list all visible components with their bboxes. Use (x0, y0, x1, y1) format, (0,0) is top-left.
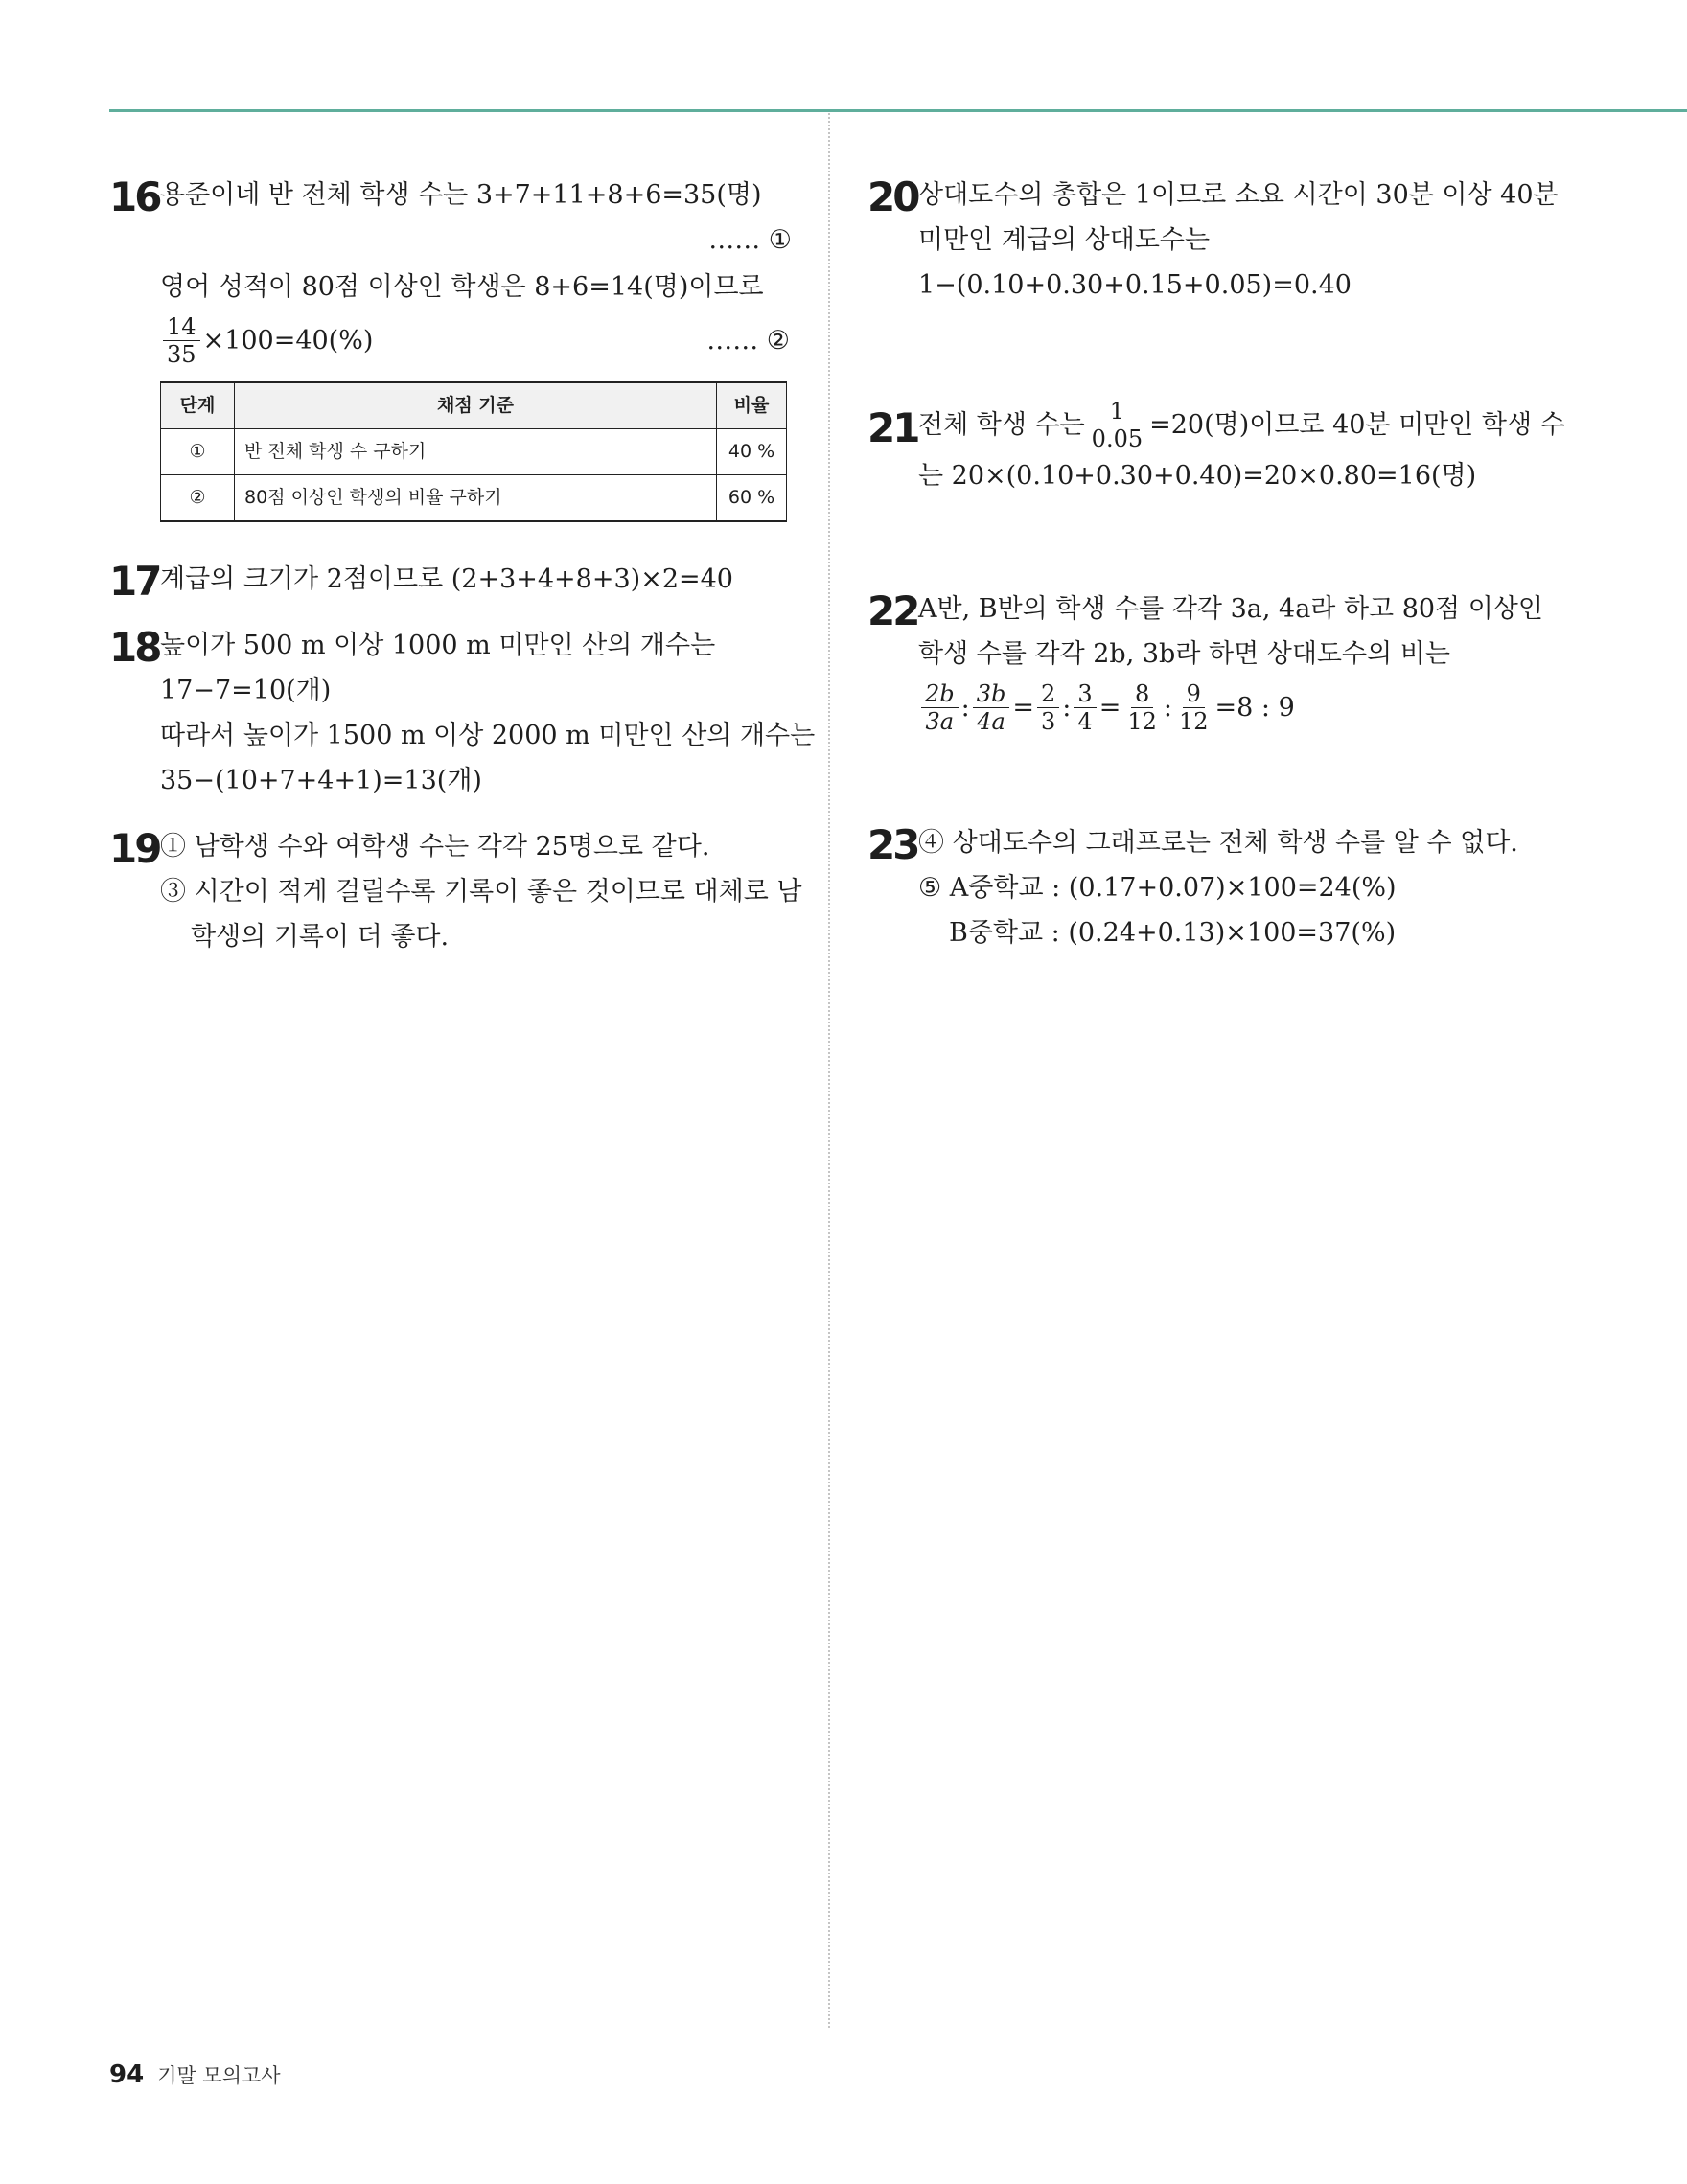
top-rule (109, 109, 1687, 112)
solution-line: ④ 상대도수의 그래프로는 전체 학생 수를 알 수 없다. (918, 828, 1518, 858)
fraction-denominator: 3 (1041, 707, 1056, 735)
fraction-numerator: 2b (921, 680, 959, 708)
problem-20 (867, 172, 1558, 308)
equation-text: 전체 학생 수는 (918, 409, 1085, 440)
fraction-numerator: 2 (1037, 680, 1059, 708)
step-marker (160, 218, 792, 263)
solution-line: B중학교 : (0.24+0.13)×100=37(%) (949, 918, 1397, 948)
table-cell: ① (189, 441, 206, 462)
page-number: 94 (109, 2060, 145, 2089)
operator: : (960, 692, 970, 723)
fraction-numerator: 1 (1106, 398, 1128, 425)
right-column (867, 172, 1565, 955)
operator: : (1062, 692, 1072, 723)
left-column (109, 172, 816, 959)
solution-line: 미만인 계급의 상대도수는 (918, 225, 1211, 255)
solution-line: 35−(10+7+4+1)=13(개) (160, 766, 482, 795)
solution-line: 계급의 크기가 2점이므로 (2+3+4+8+3)×2=40 (160, 564, 733, 594)
operator: = (1098, 692, 1121, 723)
fraction-denominator: 12 (1127, 707, 1157, 735)
fraction-denominator: 0.05 (1091, 425, 1144, 452)
problem-19 (109, 824, 802, 959)
problem-23 (867, 820, 1558, 955)
table-cell: 80점 이상인 학생의 비율 구하기 (235, 475, 717, 522)
table-cell: 반 전체 학생 수 구하기 (235, 429, 717, 475)
fraction (973, 680, 1010, 735)
fraction-denominator: 4 (1077, 707, 1093, 735)
fraction-numerator: 8 (1131, 680, 1153, 708)
solution-line: 따라서 높이가 1500 m 이상 2000 m 미만인 산의 개수는 (160, 721, 816, 750)
solution-line: 학생의 기록이 더 좋다. (191, 922, 450, 952)
problem-18 (109, 623, 816, 803)
solution-line: ⑤ A중학교 : (0.17+0.07)×100=24(%) (918, 873, 1397, 903)
fraction (1074, 680, 1096, 735)
problem-17 (109, 557, 790, 605)
page-footer (109, 2060, 281, 2089)
fraction-numerator: 3 (1074, 680, 1096, 708)
step-marker-1: …… ① (708, 225, 792, 255)
step-marker-2: …… ② (706, 326, 790, 356)
problem-number: 21 (867, 404, 918, 451)
solution-line: ③ 시간이 적게 걸릴수록 기록이 좋은 것이므로 대체로 남 (160, 877, 802, 907)
solution-line: 영어 성적이 80점 이상인 학생은 8+6=14(명)이므로 (160, 272, 764, 302)
fraction-numerator: 3b (973, 680, 1010, 708)
operator: : (1163, 692, 1172, 723)
problem-number: 16 (109, 173, 160, 220)
fraction (1037, 680, 1059, 735)
table-row (161, 429, 787, 475)
solution-line: 높이가 500 m 이상 1000 m 미만인 산의 개수는 (160, 631, 716, 660)
fraction (163, 313, 200, 368)
fraction-numerator: 9 (1183, 680, 1205, 708)
page-title: 기말 모의고사 (157, 2064, 281, 2087)
solution-line: 학생 수를 각각 2b, 3b라 하면 상대도수의 비는 (918, 639, 1450, 669)
fraction-numerator: 14 (163, 313, 200, 341)
grading-table (160, 381, 787, 522)
ratio-equation (918, 677, 1558, 738)
table-row (161, 475, 787, 522)
solution-line: A반, B반의 학생 수를 각각 3a, 4a라 하고 80점 이상인 (918, 594, 1543, 624)
table-cell: 60 % (717, 475, 787, 522)
header-step: 단계 (161, 382, 235, 429)
header-criteria: 채점 기준 (235, 382, 717, 429)
solution-line: 는 20×(0.10+0.30+0.40)=20×0.80=16(명) (918, 461, 1477, 491)
problem-number: 20 (867, 173, 918, 220)
problem-22 (867, 586, 1558, 738)
equation-text: =20(명)이므로 40분 미만인 학생 수 (1149, 409, 1565, 440)
problem-21 (867, 396, 1565, 498)
solution-line: ① 남학생 수와 여학생 수는 각각 25명으로 같다. (160, 832, 710, 862)
fraction (921, 680, 959, 735)
fraction (1175, 680, 1213, 735)
problem-number: 22 (867, 587, 918, 634)
solution-line: 용준이네 반 전체 학생 수는 3+7+11+8+6=35(명) (160, 180, 762, 210)
solution-line: 상대도수의 총합은 1이므로 소요 시간이 30분 이상 40분 (918, 180, 1559, 210)
fraction-denominator: 35 (167, 341, 196, 368)
problem-16 (109, 172, 790, 522)
solution-line: 17−7=10(개) (160, 676, 332, 705)
equation-text: ×100=40(%) (202, 326, 374, 356)
table-header-row (161, 382, 787, 429)
problem-number: 23 (867, 821, 918, 868)
equation-text: =8 : 9 (1214, 692, 1295, 723)
fraction-denominator: 12 (1178, 707, 1209, 735)
column-divider (828, 113, 830, 2028)
problem-number: 18 (109, 624, 160, 671)
solution-line-fraction (918, 396, 1565, 453)
problem-number: 19 (109, 825, 160, 872)
solution-line: 1−(0.10+0.30+0.15+0.05)=0.40 (918, 270, 1352, 300)
problem-number: 17 (109, 558, 160, 605)
solution-line-fraction (160, 313, 790, 368)
header-ratio: 비율 (717, 382, 787, 429)
table-cell: 40 % (717, 429, 787, 475)
fraction-denominator: 4a (977, 707, 1005, 735)
fraction-denominator: 3a (925, 707, 955, 735)
fraction (1123, 680, 1161, 735)
table-cell: ② (161, 475, 235, 522)
operator: = (1012, 692, 1035, 723)
fraction (1088, 398, 1146, 452)
